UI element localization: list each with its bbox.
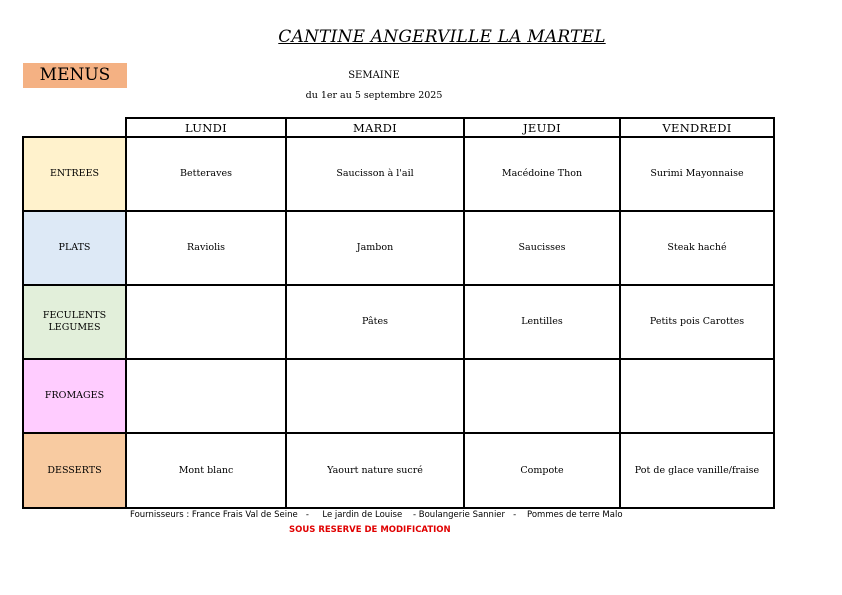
menu-cell: Saucisson à l'ail — [285, 136, 465, 212]
menu-cell: Pot de glace vanille/fraise — [619, 432, 775, 509]
menu-cell — [125, 358, 287, 434]
menu-cell: Jambon — [285, 210, 465, 286]
page-title: CANTINE ANGERVILLE LA MARTEL — [278, 27, 606, 47]
menu-cell: Raviolis — [125, 210, 287, 286]
menu-cell: Mont blanc — [125, 432, 287, 509]
menu-cell: Betteraves — [125, 136, 287, 212]
menu-cell: Pâtes — [285, 284, 465, 360]
row-label-entrees: ENTREES — [22, 136, 127, 212]
menu-cell: Petits pois Carottes — [619, 284, 775, 360]
week-dates: du 1er au 5 septembre 2025 — [305, 90, 443, 101]
menu-cell: Compote — [463, 432, 621, 509]
row-label-plats: PLATS — [22, 210, 127, 286]
day-header-lundi: LUNDI — [125, 117, 287, 138]
menu-cell — [125, 284, 287, 360]
row-label-feculents: FECULENTS LEGUMES — [22, 284, 127, 360]
menu-cell — [619, 358, 775, 434]
modification-notice: SOUS RESERVE DE MODIFICATION — [289, 525, 451, 535]
menu-cell: Lentilles — [463, 284, 621, 360]
menu-table — [22, 117, 776, 509]
row-label-fromages: FROMAGES — [22, 358, 127, 434]
menu-cell — [285, 358, 465, 434]
menu-cell: Steak haché — [619, 210, 775, 286]
menu-cell: Macédoine Thon — [463, 136, 621, 212]
suppliers-line: Fournisseurs : France Frais Val de Seine - Le jardin de Louise - Boulangerie Sannier - Pommes de terre Malo — [130, 510, 623, 520]
day-header-vendredi: VENDREDI — [619, 117, 775, 138]
menu-cell: Saucisses — [463, 210, 621, 286]
day-header-jeudi: JEUDI — [463, 117, 621, 138]
menu-cell: Yaourt nature sucré — [285, 432, 465, 509]
menu-cell — [463, 358, 621, 434]
menus-badge: MENUS — [23, 63, 127, 88]
row-label-desserts: DESSERTS — [22, 432, 127, 509]
week-label: SEMAINE — [348, 70, 400, 81]
day-header-mardi: MARDI — [285, 117, 465, 138]
menu-cell: Surimi Mayonnaise — [619, 136, 775, 212]
